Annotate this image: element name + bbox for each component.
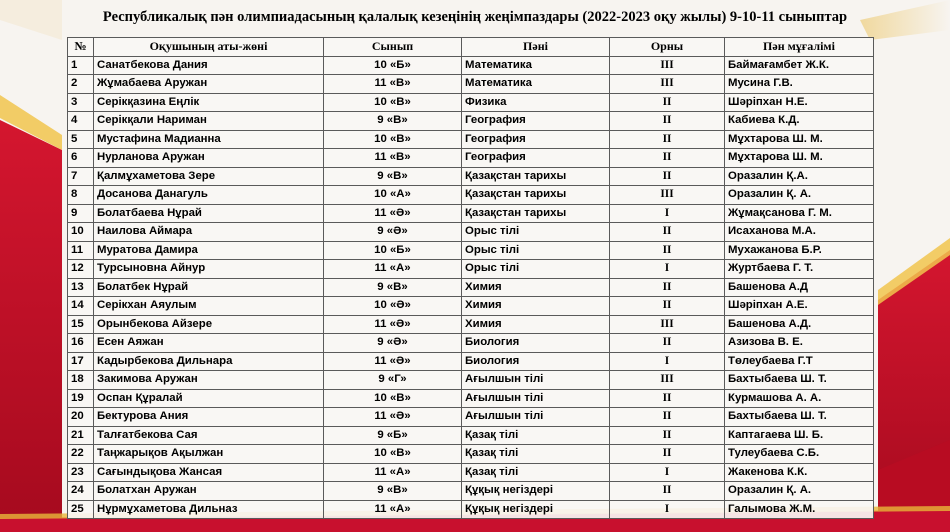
class-cell: 9 «В»	[324, 278, 462, 297]
table-row	[68, 56, 874, 75]
class-cell: 9 «В»	[324, 167, 462, 186]
teacher-cell: Оразалин Қ. А.	[725, 482, 874, 501]
subject-cell: Құқық негіздері	[462, 482, 610, 501]
subject-cell: Физика	[462, 93, 610, 112]
place-cell: II	[610, 408, 725, 427]
class-cell: 9 «Б»	[324, 426, 462, 445]
col-header-subject: Пәні	[462, 38, 610, 57]
teacher-cell: Мусина Г.В.	[725, 75, 874, 94]
teacher-cell: Мухажанова Б.Р.	[725, 241, 874, 260]
row-number: 24	[68, 482, 94, 501]
place-cell: I	[610, 204, 725, 223]
class-cell: 11 «Ә»	[324, 408, 462, 427]
subject-cell: Ағылшын тілі	[462, 389, 610, 408]
teacher-cell: Жұмақсанова Г. М.	[725, 204, 874, 223]
student-name: Жұмабаева Аружан	[94, 75, 324, 94]
place-cell: I	[610, 352, 725, 371]
table-row	[68, 371, 874, 390]
row-number: 3	[68, 93, 94, 112]
teacher-cell: Бахтыбаева Ш. Т.	[725, 371, 874, 390]
place-cell: II	[610, 112, 725, 131]
table-row	[68, 93, 874, 112]
student-name: Санатбекова Дания	[94, 56, 324, 75]
table-row	[68, 75, 874, 94]
table-row	[68, 260, 874, 279]
place-cell: III	[610, 56, 725, 75]
student-name: Болатхан Аружан	[94, 482, 324, 501]
subject-cell: География	[462, 112, 610, 131]
subject-cell: География	[462, 130, 610, 149]
row-number: 23	[68, 463, 94, 482]
subject-cell: Орыс тілі	[462, 241, 610, 260]
place-cell: III	[610, 75, 725, 94]
class-cell: 11 «Ә»	[324, 204, 462, 223]
teacher-cell: Журтбаева Г. Т.	[725, 260, 874, 279]
class-cell: 10 «В»	[324, 389, 462, 408]
place-cell: I	[610, 500, 725, 519]
col-header-place: Орны	[610, 38, 725, 57]
row-number: 19	[68, 389, 94, 408]
teacher-cell: Бахтыбаева Ш. Т.	[725, 408, 874, 427]
winners-table	[67, 37, 874, 519]
row-number: 7	[68, 167, 94, 186]
col-header-number: №	[68, 38, 94, 57]
student-name: Болатбек Нұрай	[94, 278, 324, 297]
student-name: Муратова Дамира	[94, 241, 324, 260]
teacher-cell: Курмашова А. А.	[725, 389, 874, 408]
student-name: Талғатбекова Сая	[94, 426, 324, 445]
student-name: Сағындықова Жансая	[94, 463, 324, 482]
place-cell: II	[610, 426, 725, 445]
teacher-cell: Тулеубаева С.Б.	[725, 445, 874, 464]
teacher-cell: Мұхтарова Ш. М.	[725, 149, 874, 168]
row-number: 21	[68, 426, 94, 445]
table-row	[68, 204, 874, 223]
class-cell: 10 «В»	[324, 93, 462, 112]
subject-cell: Биология	[462, 352, 610, 371]
teacher-cell: Шәріпхан Н.Е.	[725, 93, 874, 112]
subject-cell: Қазақ тілі	[462, 445, 610, 464]
row-number: 22	[68, 445, 94, 464]
subject-cell: Қазақ тілі	[462, 463, 610, 482]
class-cell: 10 «Ә»	[324, 297, 462, 316]
row-number: 20	[68, 408, 94, 427]
student-name: Болатбаева Нұрай	[94, 204, 324, 223]
row-number: 16	[68, 334, 94, 353]
teacher-cell: Шәріпхан А.Е.	[725, 297, 874, 316]
table-row	[68, 389, 874, 408]
teacher-cell: Азизова В. Е.	[725, 334, 874, 353]
student-name: Закимова Аружан	[94, 371, 324, 390]
student-name: Турсыновна Айнур	[94, 260, 324, 279]
table-row	[68, 241, 874, 260]
teacher-cell: Башенова А.Д	[725, 278, 874, 297]
subject-cell: Ағылшын тілі	[462, 371, 610, 390]
place-cell: II	[610, 223, 725, 242]
teacher-cell: Кабиева К.Д.	[725, 112, 874, 131]
row-number: 17	[68, 352, 94, 371]
student-name: Қалмұхаметова Зере	[94, 167, 324, 186]
class-cell: 11 «Ә»	[324, 352, 462, 371]
place-cell: I	[610, 463, 725, 482]
table-row	[68, 408, 874, 427]
table-row	[68, 223, 874, 242]
table-row	[68, 112, 874, 131]
subject-cell: Химия	[462, 297, 610, 316]
row-number: 6	[68, 149, 94, 168]
row-number: 8	[68, 186, 94, 205]
subject-cell: Қазақстан тарихы	[462, 186, 610, 205]
table-row	[68, 186, 874, 205]
subject-cell: Орыс тілі	[462, 223, 610, 242]
student-name: Серікхан Аяулым	[94, 297, 324, 316]
place-cell: I	[610, 260, 725, 279]
teacher-cell: Каптагаева Ш. Б.	[725, 426, 874, 445]
teacher-cell: Төлеубаева Г.Т	[725, 352, 874, 371]
table-row	[68, 149, 874, 168]
teacher-cell: Оразалин Қ. А.	[725, 186, 874, 205]
place-cell: II	[610, 334, 725, 353]
col-header-student-name: Оқушының аты-жөні	[94, 38, 324, 57]
class-cell: 11 «А»	[324, 463, 462, 482]
student-name: Таңжарықов Ақылжан	[94, 445, 324, 464]
teacher-cell: Исаханова М.А.	[725, 223, 874, 242]
class-cell: 10 «В»	[324, 445, 462, 464]
class-cell: 11 «А»	[324, 500, 462, 519]
subject-cell: Химия	[462, 278, 610, 297]
table-row	[68, 334, 874, 353]
place-cell: II	[610, 445, 725, 464]
teacher-cell: Оразалин Қ.А.	[725, 167, 874, 186]
subject-cell: Ағылшын тілі	[462, 408, 610, 427]
row-number: 12	[68, 260, 94, 279]
table-row	[68, 352, 874, 371]
class-cell: 10 «Б»	[324, 241, 462, 260]
place-cell: II	[610, 167, 725, 186]
class-cell: 11 «Ә»	[324, 315, 462, 334]
class-cell: 10 «В»	[324, 130, 462, 149]
student-name: Досанова Данагуль	[94, 186, 324, 205]
student-name: Серікқазина Еңлік	[94, 93, 324, 112]
table-row	[68, 426, 874, 445]
teacher-cell: Жакенова К.К.	[725, 463, 874, 482]
class-cell: 9 «В»	[324, 482, 462, 501]
student-name: Наилова Аймара	[94, 223, 324, 242]
place-cell: III	[610, 186, 725, 205]
class-cell: 9 «В»	[324, 112, 462, 131]
subject-cell: Математика	[462, 75, 610, 94]
place-cell: II	[610, 482, 725, 501]
row-number: 13	[68, 278, 94, 297]
row-number: 5	[68, 130, 94, 149]
subject-cell: География	[462, 149, 610, 168]
student-name: Серікқали Нариман	[94, 112, 324, 131]
page-title: Республикалық пән олимпиадасының қалалық кезеңінің жеңімпаздары (2022-2023 оқу жылы) 9-10-11 сыныптар	[102, 9, 848, 25]
class-cell: 10 «А»	[324, 186, 462, 205]
table-row	[68, 278, 874, 297]
place-cell: III	[610, 315, 725, 334]
place-cell: II	[610, 130, 725, 149]
row-number: 15	[68, 315, 94, 334]
place-cell: II	[610, 297, 725, 316]
student-name: Нұрмұхаметова Дильназ	[94, 500, 324, 519]
table-row	[68, 482, 874, 501]
row-number: 11	[68, 241, 94, 260]
student-name: Есен Аяжан	[94, 334, 324, 353]
subject-cell: Қазақ тілі	[462, 426, 610, 445]
table-row	[68, 463, 874, 482]
table-row	[68, 315, 874, 334]
row-number: 9	[68, 204, 94, 223]
class-cell: 11 «В»	[324, 149, 462, 168]
teacher-cell: Башенова А.Д.	[725, 315, 874, 334]
subject-cell: Қазақстан тарихы	[462, 204, 610, 223]
class-cell: 9 «Г»	[324, 371, 462, 390]
col-header-teacher: Пән мұғалімі	[725, 38, 874, 57]
col-header-class: Сынып	[324, 38, 462, 57]
table-row	[68, 167, 874, 186]
student-name: Оспан Құралай	[94, 389, 324, 408]
table-row	[68, 130, 874, 149]
subject-cell: Математика	[462, 56, 610, 75]
teacher-cell: Баймағамбет Ж.К.	[725, 56, 874, 75]
student-name: Орынбекова Айзере	[94, 315, 324, 334]
class-cell: 10 «Б»	[324, 56, 462, 75]
subject-cell: Орыс тілі	[462, 260, 610, 279]
place-cell: II	[610, 149, 725, 168]
teacher-cell: Галымова Ж.М.	[725, 500, 874, 519]
place-cell: II	[610, 389, 725, 408]
table-row	[68, 500, 874, 519]
subject-cell: Химия	[462, 315, 610, 334]
table-header-row	[68, 38, 874, 57]
row-number: 18	[68, 371, 94, 390]
row-number: 1	[68, 56, 94, 75]
student-name: Кадырбекова Дильнара	[94, 352, 324, 371]
class-cell: 9 «Ә»	[324, 334, 462, 353]
class-cell: 11 «В»	[324, 75, 462, 94]
subject-cell: Құқық негіздері	[462, 500, 610, 519]
place-cell: II	[610, 93, 725, 112]
student-name: Нурланова Аружан	[94, 149, 324, 168]
class-cell: 11 «А»	[324, 260, 462, 279]
student-name: Бектурова Ания	[94, 408, 324, 427]
row-number: 25	[68, 500, 94, 519]
subject-cell: Қазақстан тарихы	[462, 167, 610, 186]
place-cell: III	[610, 371, 725, 390]
row-number: 10	[68, 223, 94, 242]
row-number: 2	[68, 75, 94, 94]
table-row	[68, 297, 874, 316]
student-name: Мустафина Мадианна	[94, 130, 324, 149]
subject-cell: Биология	[462, 334, 610, 353]
row-number: 14	[68, 297, 94, 316]
row-number: 4	[68, 112, 94, 131]
class-cell: 9 «Ә»	[324, 223, 462, 242]
teacher-cell: Мұхтарова Ш. М.	[725, 130, 874, 149]
place-cell: II	[610, 241, 725, 260]
table-row	[68, 445, 874, 464]
place-cell: II	[610, 278, 725, 297]
